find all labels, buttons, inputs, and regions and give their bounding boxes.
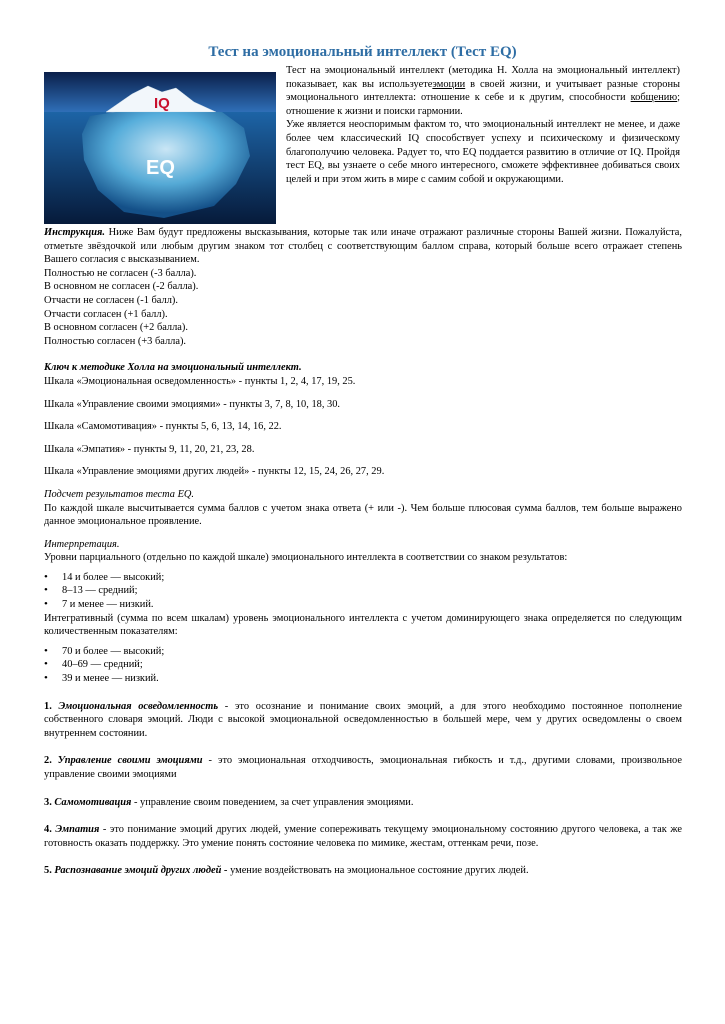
iq-label: IQ	[154, 95, 170, 112]
definition-3: 3. Самомотивация - управление своим поведением, за счет управления эмоциями.	[44, 796, 414, 808]
instruction-paragraph: Инструкция. Ниже Вам будут предложены высказывания, которые так или иначе отражают различные стороны Вашей жизни. Пожалуйста, отметьте звёздочкой или любым другим знаком тот столбец с соответствующим баллом справа, который больше всего отражает степень Вашего согласия с высказыванием.	[44, 227, 682, 266]
key-heading: Ключ к методике Холла на эмоциональный интеллект.	[44, 362, 302, 374]
scale-item: Шкала «Эмпатия» - пункты 9, 11, 20, 21, 23, 28.	[44, 443, 255, 455]
definition-4: 4. Эмпатия - это понимание эмоций других людей, умение сопереживать текущему эмоциональному состоянию другого человека, а так же готовность оказать поддержку. Это умение понять состояние человека по мимике, жестам, оттенкам речи, позе.	[44, 824, 682, 849]
scale-item: Шкала «Управление эмоциями других людей» - пункты 12, 15, 24, 26, 27, 29.	[44, 466, 385, 478]
interpretation-heading: Интерпретация.	[44, 538, 120, 550]
list-item: • 39 и менее — низкий.	[62, 672, 682, 686]
page-title: Тест на эмоциональный интеллект (Тест EQ)	[208, 44, 517, 60]
answer-option: Отчасти не согласен (-1 балл).	[44, 294, 178, 306]
definition-1: 1. Эмоциональная осведомленность - это осознание и понимание своих эмоций, а для этого необходимо постоянное пополнение собственного словаря эмоций. Люди с высокой эмоциональной осведомленностью в большей мере, чем у других осведомлены о своем внутреннем состоянии.	[44, 700, 682, 739]
list-item: • 7 и менее — низкий.	[62, 598, 682, 612]
definition-2: 2. Управление своими эмоциями - это эмоциональная отходчивость, эмоциональная гибкость и т.д., другими словами, произвольное управление своими эмоциями	[44, 755, 682, 780]
integral-text: Интегративный (сумма по всем шкалам) уровень эмоционального интеллекта с учетом доминирующего знака определяется по следующим количественным показателям:	[44, 612, 682, 638]
iceberg-image	[44, 72, 276, 224]
emotions-link[interactable]: эмоции	[432, 78, 466, 90]
scale-item: Шкала «Эмоциональная осведомленность» - пункты 1, 2, 4, 17, 19, 25.	[44, 375, 356, 387]
intro-text	[286, 64, 680, 186]
document-body	[44, 226, 682, 878]
scoring-text: По каждой шкале высчитывается сумма баллов с учетом знака ответа (+ или -). Чем больше плюсовая сумма баллов, тем больше выражено данное эмоциональное проявление.	[44, 502, 682, 528]
intro-paragraph-2: Уже является неоспоримым фактом то, что эмоциональный интеллект не менее, и даже более чем классический IQ способствует успеху и психическому и физическому благополучию человека. Радует то, что EQ поддается развитию в отличие от IQ. Пройдя тест EQ, вы узнаете о себе много интересного, сможете эффективнее добиваться своих целей и при этом жить в мире с самим собой и окружающими.	[286, 119, 680, 185]
answer-option: В основном не согласен (-2 балла).	[44, 281, 199, 293]
list-item: • 8–13 — средний;	[62, 584, 682, 598]
eq-label: EQ	[146, 157, 175, 179]
answer-options	[44, 267, 682, 349]
instruction-label: Инструкция.	[44, 227, 105, 238]
list-item: • 40–69 — средний;	[62, 658, 682, 672]
partial-text: Уровни парциального (отдельно по каждой шкале) эмоционального интеллекта в соответствии со знаком результатов:	[44, 552, 568, 564]
answer-option: Полностью согласен (+3 балла).	[44, 335, 187, 347]
scoring-heading: Подсчет результатов теста EQ.	[44, 488, 195, 500]
integral-levels-list	[44, 645, 682, 686]
scale-item: Шкала «Управление своими эмоциями» - пункты 3, 7, 8, 10, 18, 30.	[44, 398, 341, 410]
partial-levels-list	[44, 571, 682, 612]
answer-option: В основном согласен (+2 балла).	[44, 322, 188, 334]
scale-item: Шкала «Самомотивация» - пункты 5, 6, 13, 14, 16, 22.	[44, 421, 282, 433]
communication-link[interactable]: кобщению	[630, 92, 678, 104]
definition-5: 5. Распознавание эмоций других людей - умение воздействовать на эмоциональное состояние других людей.	[44, 865, 529, 877]
list-item: • 14 и более — высокий;	[62, 571, 682, 585]
answer-option: Полностью не согласен (-3 балла).	[44, 267, 197, 279]
intro-paragraph-1: Тест на эмоциональный интеллект (методика Н. Холла на эмоциональный интеллект) показывает, как вы используетеэмоции в своей жизни, и учитывает разные стороны эмоционального интеллекта: отношение к себе и к другим, способности кобщению; отношение к жизни и поиски гармонии.	[286, 65, 680, 117]
list-item: • 70 и более — высокий;	[62, 645, 682, 659]
answer-option: Отчасти согласен (+1 балл).	[44, 308, 168, 320]
